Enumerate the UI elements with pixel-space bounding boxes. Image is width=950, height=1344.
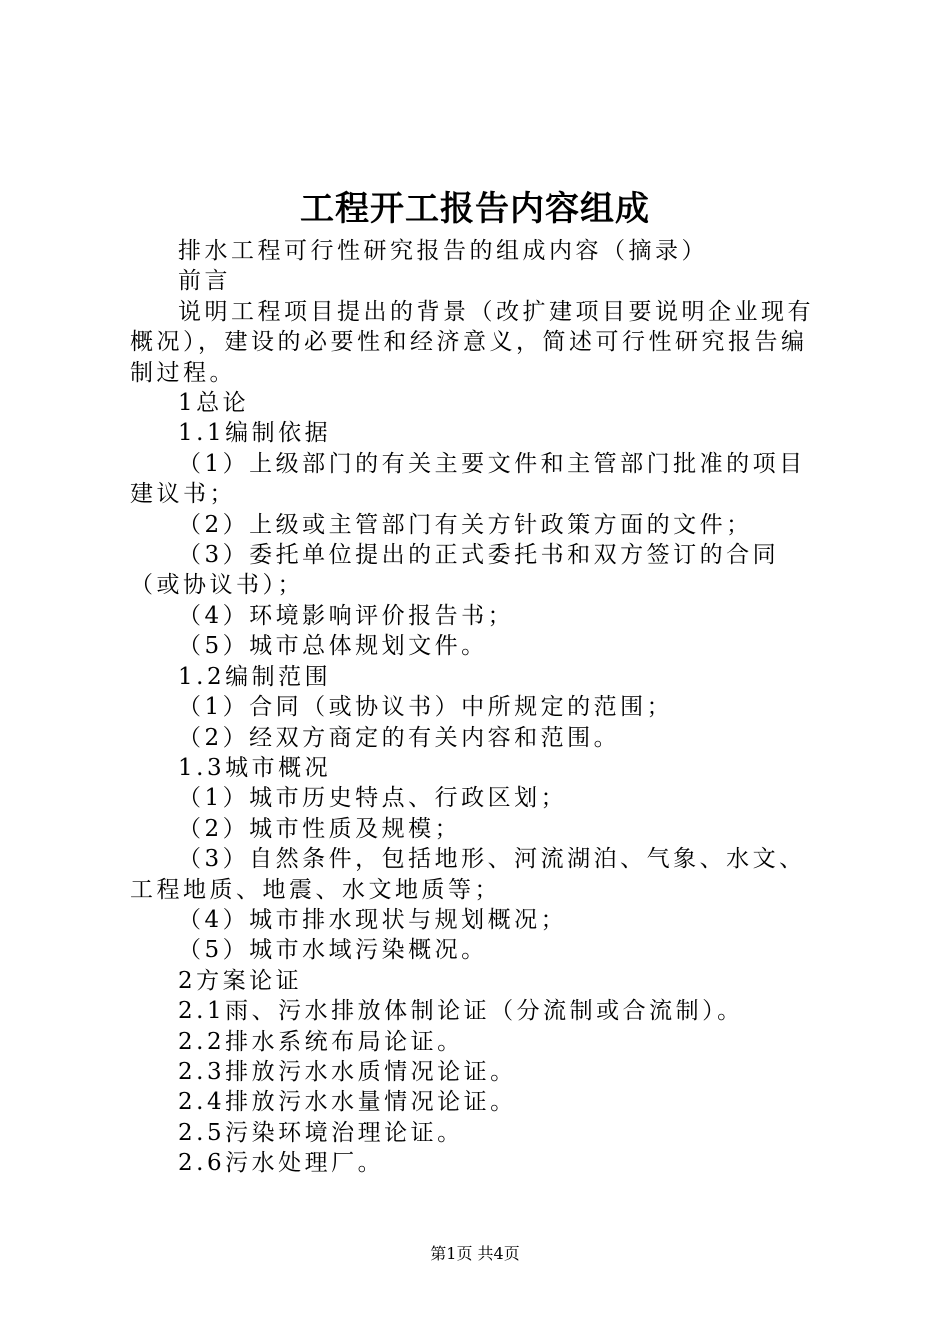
document-body xyxy=(130,236,832,1179)
list-item: 2.4排放污水水量情况论证。 xyxy=(178,1089,517,1116)
page-footer: 第1页 共4页 xyxy=(430,1244,520,1263)
list-item: （4）环境影响评价报告书； xyxy=(178,602,515,629)
document-title: 工程开工报告内容组成 xyxy=(300,189,650,229)
list-item: （2）经双方商定的有关内容和范围。 xyxy=(178,724,621,751)
section-heading: 1总论 xyxy=(178,390,250,417)
list-item: （4）城市排水现状与规划概况； xyxy=(178,906,568,933)
section-heading: 1.2编制范围 xyxy=(178,663,332,690)
list-item: 2.1雨、污水排放体制论证（分流制或合流制）。 xyxy=(178,998,744,1025)
list-item: （5）城市总体规划文件。 xyxy=(178,633,488,660)
section-heading: 1.1编制依据 xyxy=(178,420,332,447)
paragraph: 前言 xyxy=(178,268,231,295)
paragraph: 排水工程可行性研究报告的组成内容（摘录） xyxy=(178,238,708,264)
list-item: 2.6污水处理厂。 xyxy=(178,1150,385,1177)
list-item: （2）城市性质及规模； xyxy=(178,815,462,842)
list-item: （3）委托单位提出的正式委托书和双方签订的合同（或协议书）； xyxy=(130,542,780,599)
list-item: （1）城市历史特点、行政区划； xyxy=(178,785,568,812)
list-item: （1）上级部门的有关主要文件和主管部门批准的项目建议书； xyxy=(130,450,806,508)
list-item: （3）自然条件，包括地形、河流湖泊、气象、水文、工程地质、地震、水文地质等； xyxy=(130,846,806,903)
paragraph: 说明工程项目提出的背景（改扩建项目要说明企业现有概况），建设的必要性和经济意义，简述可行性研究报告编制过程。 xyxy=(130,298,814,386)
list-item: 2.2排水系统布局论证。 xyxy=(178,1028,464,1055)
list-item: 2.5污染环境治理论证。 xyxy=(178,1119,464,1146)
list-item: （5）城市水域污染概况。 xyxy=(178,937,488,964)
list-item: （1）合同（或协议书）中所规定的范围； xyxy=(178,694,674,721)
section-heading: 2方案论证 xyxy=(178,967,303,994)
list-item: 2.3排放污水水质情况论证。 xyxy=(178,1058,517,1085)
list-item: （2）上级或主管部门有关方针政策方面的文件； xyxy=(178,511,753,538)
section-heading: 1.3城市概况 xyxy=(178,754,332,781)
